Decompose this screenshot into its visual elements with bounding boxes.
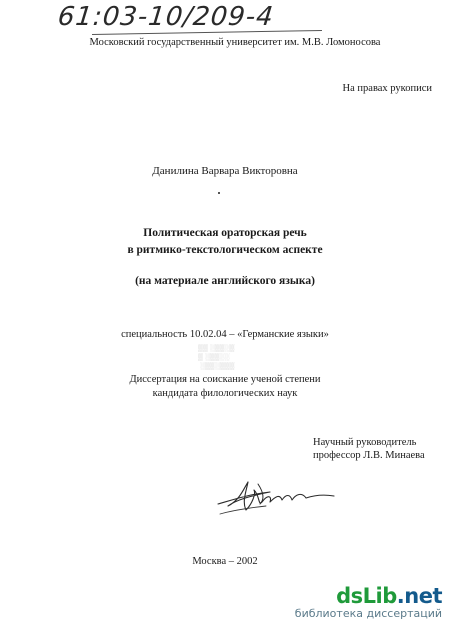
watermark-brand: dsLib.net — [336, 584, 442, 608]
title-line-1: Политическая ораторская речь — [143, 227, 307, 239]
supervisor-name: профессор Л.В. Минаева — [313, 450, 425, 461]
speck — [218, 192, 220, 194]
city-and-year: Москва – 2002 — [192, 556, 258, 567]
faint-bleed-through-stamp: ▒▒ ░▒▒░▒ ▒ ░▒▒░░ ░▒▒░▒▒▒ — [198, 344, 235, 370]
handwritten-signature — [210, 470, 340, 525]
dslib-watermark — [295, 585, 442, 620]
title-line-3: (на материале английского языка) — [135, 275, 315, 287]
author-name: Данилина Варвара Викторовна — [152, 165, 298, 177]
specialty-line: специальность 10.02.04 – «Германские языки» — [121, 329, 329, 340]
title-line-2: в ритмико-текстологическом аспекте — [127, 244, 323, 256]
watermark-tagline: библиотека диссертаций — [294, 607, 442, 620]
manuscript-rights-note: На правах рукописи — [342, 83, 432, 94]
dissertation-line-2: кандидата филологических наук — [152, 388, 298, 399]
dissertation-line-1: Диссертация на соискание ученой степени — [129, 374, 321, 385]
supervisor-label: Научный руководитель — [313, 437, 417, 448]
handwritten-catalog-number: 61:03-10/209-4 — [56, 2, 276, 32]
university-name: Московский государственный университет им. М.В. Ломоносова — [89, 37, 381, 48]
